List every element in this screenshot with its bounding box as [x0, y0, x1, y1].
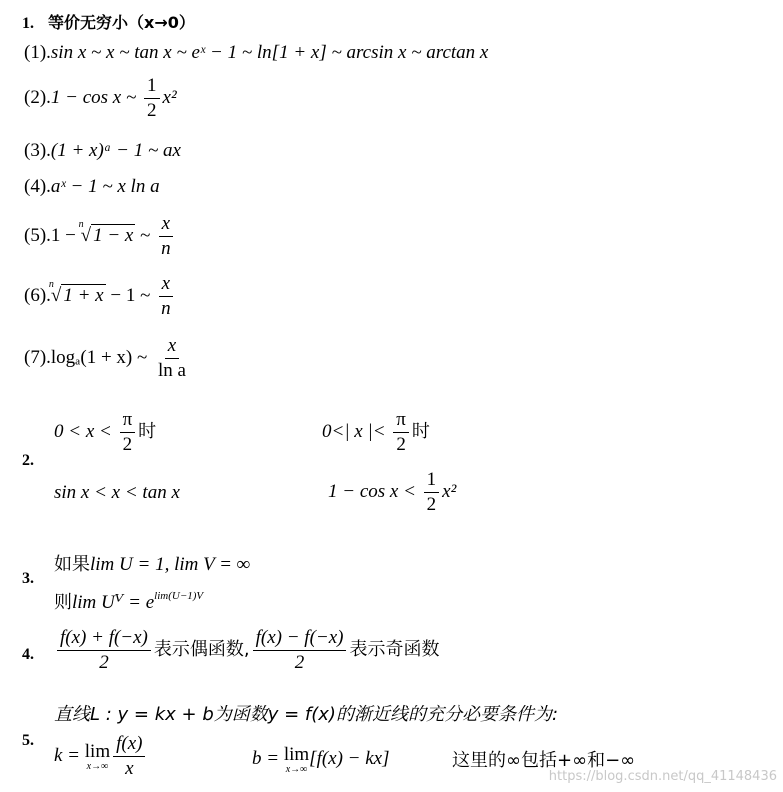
formula-text: sin x ~ x ~ tan x ~ eˣ − 1 ~ ln[1 + x] ~ arcsin x ~ arctan x — [50, 42, 489, 63]
section5-b-formula — [252, 744, 390, 775]
numerator: f(x) + f(−x) — [57, 628, 151, 651]
line1-math: lim U = 1, lim V = ∞ — [90, 554, 251, 575]
radical-body: 1 + x — [63, 284, 104, 306]
radical: n √ 1 − x — [78, 218, 134, 246]
denominator: 2 — [99, 651, 109, 673]
denominator: 2 — [396, 433, 406, 455]
line2-math: lim Uⱽ = e — [72, 592, 155, 613]
tail: x² — [162, 86, 177, 108]
numerator: 1 — [424, 470, 440, 493]
lhs: 1 − cos x ~ — [50, 86, 137, 108]
ineq-post: x² — [442, 480, 457, 502]
numerator: π — [120, 410, 136, 433]
section1-heading — [22, 10, 195, 33]
section4-formula — [54, 628, 439, 673]
note: 这里的∞包括+∞和−∞ — [452, 750, 636, 771]
line2-exponent: lim(U−1)V — [154, 590, 204, 603]
section3-number: 3. — [22, 570, 34, 587]
line1-cn: 如果 — [54, 554, 90, 575]
denominator: x — [125, 757, 134, 779]
section5-line1 — [54, 700, 558, 726]
sep: ~ — [140, 224, 151, 246]
b-rest: [f(x) − kx] — [309, 747, 390, 769]
limit — [284, 744, 309, 775]
numerator: f(x) — [113, 734, 145, 757]
label: (5). — [24, 224, 51, 246]
label: (2). — [24, 86, 51, 108]
lim-text: lim — [283, 744, 310, 765]
lim-text: lim — [84, 740, 111, 762]
b-lhs: b = — [252, 747, 280, 769]
formula-1-4 — [24, 176, 160, 198]
lhs-pre: 1 − — [50, 224, 76, 246]
fraction — [113, 734, 145, 779]
section5-number: 5. — [22, 732, 34, 749]
label: (1). — [24, 42, 51, 63]
formula-1-6 — [24, 274, 177, 319]
lhs: logₐ(1 + x) ~ — [50, 346, 148, 368]
ineq-pre: 1 − cos x < — [328, 480, 416, 502]
fraction — [424, 470, 440, 515]
formula-text: (1 + x)ᵃ − 1 ~ ax — [50, 140, 181, 161]
section4-number: 4. — [22, 646, 34, 663]
lim-sub: x→∞ — [86, 760, 109, 772]
formula-1-2 — [24, 76, 177, 121]
limit — [85, 741, 110, 772]
section2-right-condition — [322, 410, 430, 455]
numerator: x — [159, 274, 173, 297]
inequality: sin x < x < tan x — [54, 482, 180, 503]
label: (3). — [24, 140, 51, 161]
cond-post: 时 — [411, 420, 430, 442]
numerator: 1 — [144, 76, 160, 99]
denominator: 2 — [294, 651, 305, 673]
denominator: 2 — [122, 433, 133, 455]
formula-1-5 — [24, 214, 177, 259]
section2-number: 2. — [22, 452, 34, 469]
radical-body: 1 − x — [93, 224, 134, 246]
denominator: n — [161, 297, 171, 319]
label: (6). — [24, 284, 51, 306]
section2-right-inequality — [328, 470, 456, 515]
numerator: x — [159, 214, 173, 237]
fraction — [158, 214, 174, 259]
cond-pre: 0 < x < — [54, 420, 112, 442]
formula-1-3 — [24, 140, 181, 162]
section1-number: 1. — [22, 15, 34, 32]
denominator: 2 — [426, 493, 437, 515]
fraction — [158, 274, 174, 319]
fraction — [144, 76, 160, 121]
section3-line2 — [54, 588, 203, 614]
numerator: x — [165, 336, 179, 359]
radical-index: n — [78, 218, 84, 230]
formula-1-1 — [24, 42, 488, 64]
radical-index: n — [48, 278, 54, 290]
formula-text: aˣ − 1 ~ x ln a — [50, 176, 160, 197]
k-lhs: k = — [54, 744, 81, 766]
label: (4). — [24, 176, 51, 197]
section1-title: 等价无穷小（x→0） — [48, 13, 195, 32]
denominator: 2 — [147, 99, 157, 121]
fraction-odd — [253, 628, 347, 673]
section2-left-inequality — [54, 482, 180, 504]
lhs-post: − 1 ~ — [110, 284, 151, 306]
label: (7). — [24, 346, 51, 368]
line2-cn: 则 — [54, 592, 72, 613]
text-odd: 表示奇函数 — [349, 638, 440, 660]
text-even: 表示偶函数, — [153, 638, 250, 660]
section2-left-condition — [54, 410, 156, 455]
numerator: f(x) − f(−x) — [253, 628, 347, 651]
denominator: n — [161, 237, 171, 259]
cond-pre: 0<| x |< — [322, 420, 386, 442]
fraction — [120, 410, 136, 455]
section5-k-formula — [54, 734, 148, 779]
line1: 直线L : y = kx + b为函数y = f(x)的渐近线的充分必要条件为: — [54, 704, 559, 725]
watermark: https://blog.csdn.net/qq_41148436 — [548, 769, 777, 784]
formula-1-7 — [24, 336, 192, 381]
section3-line1 — [54, 550, 250, 576]
cond-post: 时 — [138, 420, 157, 442]
denominator: ln a — [158, 359, 186, 381]
fraction — [393, 410, 409, 455]
lim-sub: x→∞ — [285, 764, 308, 775]
fraction-even — [57, 628, 151, 673]
radical: n √ 1 + x — [48, 278, 104, 306]
numerator: π — [393, 410, 409, 433]
fraction — [155, 336, 189, 381]
